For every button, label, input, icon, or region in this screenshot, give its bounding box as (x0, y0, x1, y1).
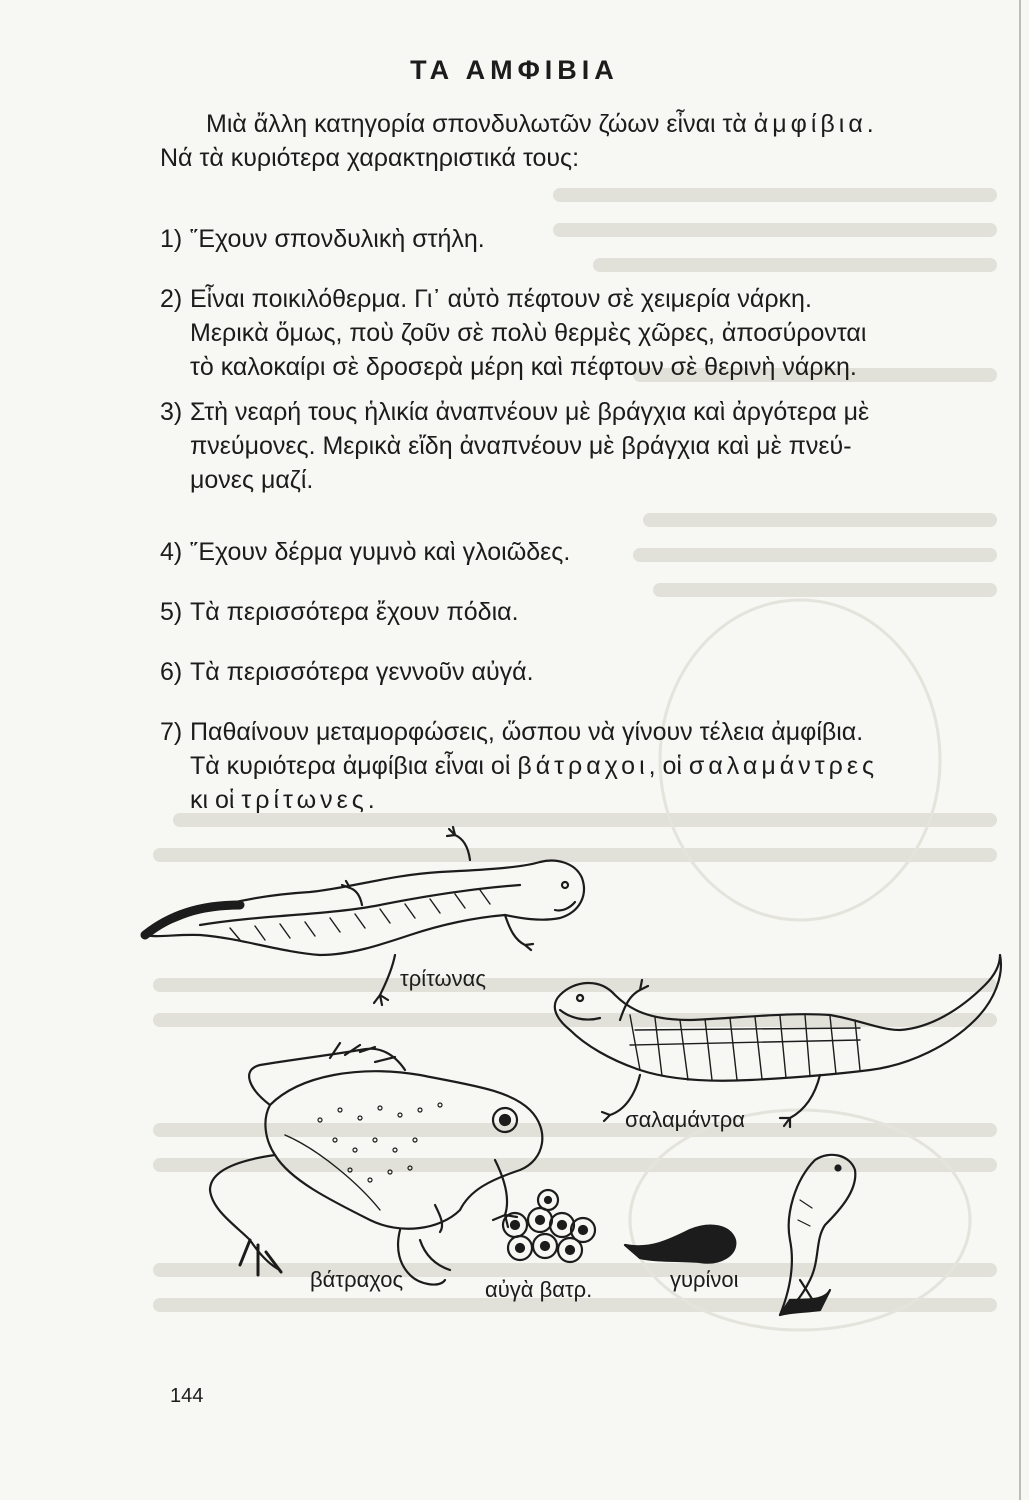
intro-text: Μιὰ ἄλλη κατηγορία σπονδυλωτῶν ζώων εἶναι τὰ (206, 110, 754, 138)
list-line: Μερικὰ ὅμως, ποὺ ζοῦν σὲ πολὺ θερμὲς χῶρες, ἀποσύρονται (190, 319, 867, 347)
list-number: 4) (160, 538, 183, 566)
list-line: Εἶναι ποικιλόθερμα. Γι᾽ αὐτὸ πέφτουν σὲ χειμερία νάρκη. (190, 285, 812, 313)
list-number: 6) (160, 658, 183, 686)
list-text: . (367, 786, 375, 814)
list-line: ῞Εχουν δέρμα γυμνὸ καὶ γλοιῶδες. (190, 538, 571, 566)
list-number: 7) (160, 718, 183, 746)
frog-drawing (210, 1043, 542, 1285)
page-number: 144 (170, 1385, 204, 1407)
list-text: Τὰ κυριότερα ἀμφίβια εἶναι οἱ (190, 752, 518, 780)
tadpole-small-drawing (625, 1226, 735, 1263)
list-line: μονες μαζί. (190, 466, 314, 494)
tadpole-large-drawing (780, 1155, 855, 1315)
caption-salamander: σαλαμάντρα (625, 1107, 746, 1132)
intro-line-2: Νά τὰ κυριότερα χαρακτηριστικά τους: (160, 144, 580, 172)
intro-emphasis-amphibians: ἀμφίβια. (753, 110, 878, 138)
list-line: Τὰ περισσότερα ἔχουν πόδια. (190, 598, 519, 626)
caption-eggs: αὐγὰ βατρ. (485, 1277, 593, 1302)
caption-newt: τρίτωνας (400, 966, 486, 991)
list-text: κι οἱ (190, 786, 242, 814)
newt-drawing (145, 827, 584, 1005)
page-title: ΤΑ ΑΜΦΙΒΙΑ (410, 55, 619, 85)
caption-frog: βάτραχος (310, 1267, 404, 1292)
emphasis-salamanders: σαλαμάντρες (688, 752, 879, 780)
salamander-drawing (555, 955, 1001, 1127)
list-number: 1) (160, 225, 183, 253)
list-text: , οἱ (648, 752, 689, 780)
frog-eggs-drawing (503, 1190, 595, 1262)
caption-tadpoles: γυρίνοι (670, 1267, 739, 1292)
list-line: Τὰ περισσότερα γεννοῦν αὐγά. (190, 658, 534, 686)
list-line: τὸ καλοκαίρι σὲ δροσερὰ μέρη καὶ πέφτουν σὲ θερινὴ νάρκη. (190, 353, 857, 381)
emphasis-frogs: βάτραχοι (517, 752, 649, 780)
list-number: 5) (160, 598, 183, 626)
list-line: ῞Εχουν σπονδυλικὴ στήλη. (190, 225, 485, 253)
list-number: 2) (160, 285, 183, 313)
list-line: πνεύμονες. Μερικὰ εἴδη ἀναπνέουν μὲ βράγχια καὶ μὲ πνεύ- (190, 432, 852, 460)
list-line: Στὴ νεαρή τους ἡλικία ἀναπνέουν μὲ βράγχια καὶ ἀργότερα μὲ (190, 398, 870, 426)
list-number: 3) (160, 398, 183, 426)
emphasis-newts: τρίτωνες (241, 786, 368, 814)
list-line: Παθαίνουν μεταμορφώσεις, ὥσπου νὰ γίνουν τέλεια ἀμφίβια. (190, 718, 864, 746)
